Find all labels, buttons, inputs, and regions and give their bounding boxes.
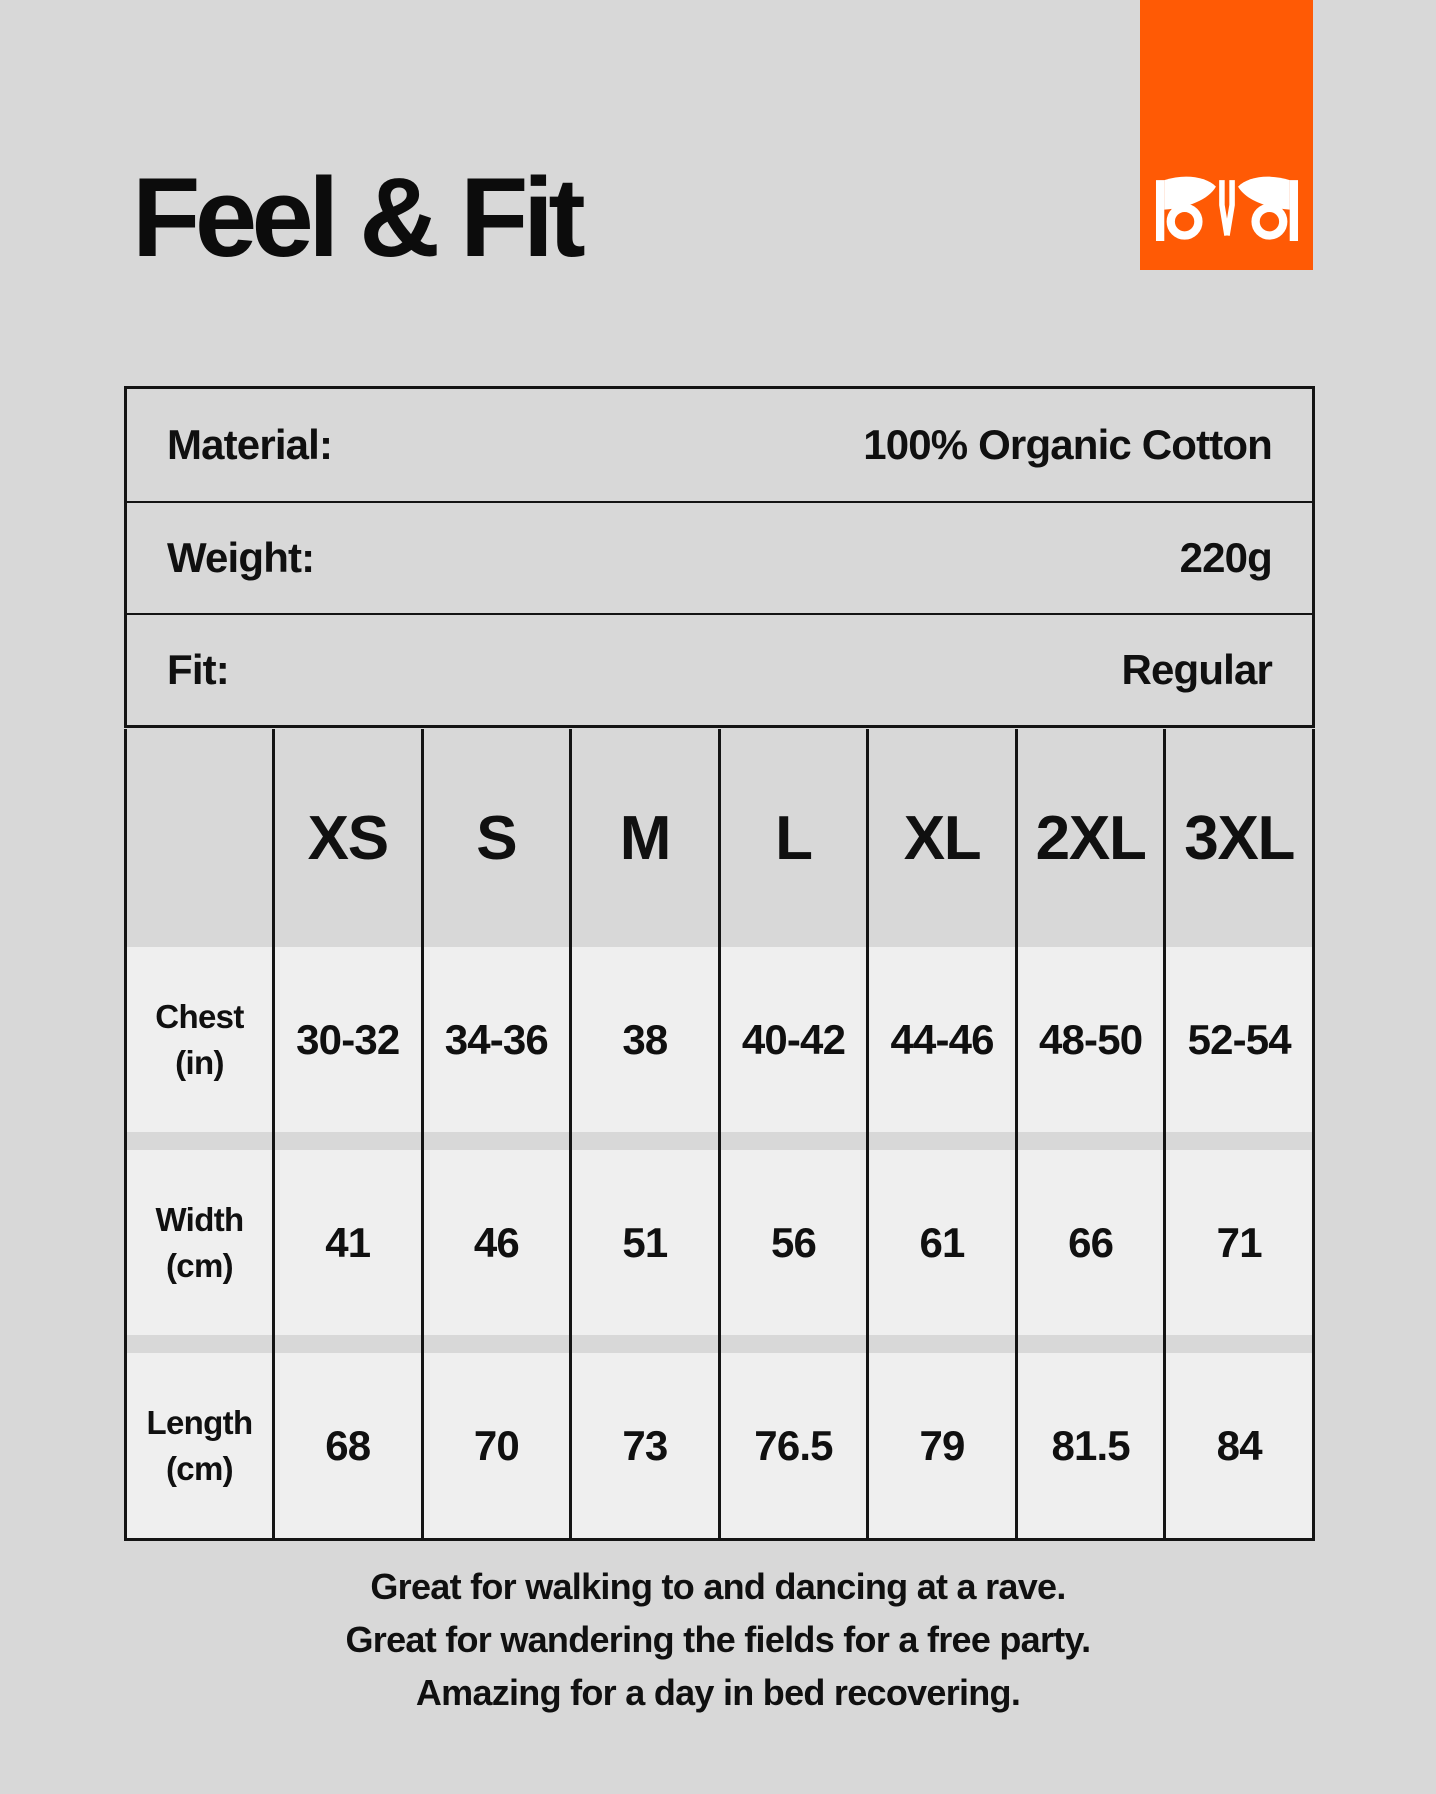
spec-label: Fit: [167,646,229,693]
spec-row-weight [127,501,1312,613]
spec-value: 100% Organic Cotton [863,421,1272,468]
spec-table [124,386,1315,728]
table-cell: 38 [572,947,718,1132]
table-cell: 40-42 [721,947,867,1132]
size-column-2xl [1015,729,1164,1538]
table-cell: 79 [869,1353,1015,1538]
table-cell: 73 [572,1353,718,1538]
brand-block [1140,0,1313,270]
size-column-s [421,729,570,1538]
size-table-label-column [127,729,272,1538]
spec-row-material [127,389,1312,501]
size-header: L [775,803,812,873]
size-column-xs [272,729,421,1538]
size-header: 2XL [1035,803,1146,873]
caption-line: Great for wandering the fields for a free party. [345,1619,1091,1660]
spec-label: Weight: [167,534,315,581]
caption-line: Great for walking to and dancing at a rave. [370,1566,1066,1607]
spec-value: Regular [1121,646,1272,693]
table-cell: 51 [572,1150,718,1335]
table-cell: 56 [721,1150,867,1335]
table-cell: 61 [869,1150,1015,1335]
size-header: 3XL [1184,803,1295,873]
table-cell: 71 [1166,1150,1312,1335]
spec-value: 220g [1179,534,1272,581]
table-cell: 68 [275,1353,421,1538]
table-cell: 66 [1018,1150,1164,1335]
size-table [124,729,1315,1541]
size-column-m [569,729,718,1538]
usage-caption [0,1560,1436,1719]
page-title: Feel & Fit [132,155,581,280]
size-header: XS [307,803,388,873]
table-cell: 76.5 [721,1353,867,1538]
table-cell: 34-36 [424,947,570,1132]
spec-label: Material: [167,421,333,468]
table-cell: 81.5 [1018,1353,1164,1538]
table-cell: 30-32 [275,947,421,1132]
row-label-length: Length (cm) [127,1353,272,1538]
table-cell: 44-46 [869,947,1015,1132]
spec-row-fit [127,613,1312,725]
size-header: M [619,803,671,873]
size-column-l [718,729,867,1538]
size-column-3xl [1163,729,1312,1538]
table-cell: 46 [424,1150,570,1335]
owl-logo-icon [1153,170,1301,253]
corner-cell [127,729,272,947]
size-column-xl [866,729,1015,1538]
size-header: XL [903,803,981,873]
table-cell: 84 [1166,1353,1312,1538]
size-header: S [476,803,517,873]
table-cell: 70 [424,1353,570,1538]
table-cell: 48-50 [1018,947,1164,1132]
table-cell: 41 [275,1150,421,1335]
row-label-chest: Chest (in) [127,947,272,1132]
table-cell: 52-54 [1166,947,1312,1132]
row-label-width: Width (cm) [127,1150,272,1335]
caption-line: Amazing for a day in bed recovering. [415,1672,1021,1713]
